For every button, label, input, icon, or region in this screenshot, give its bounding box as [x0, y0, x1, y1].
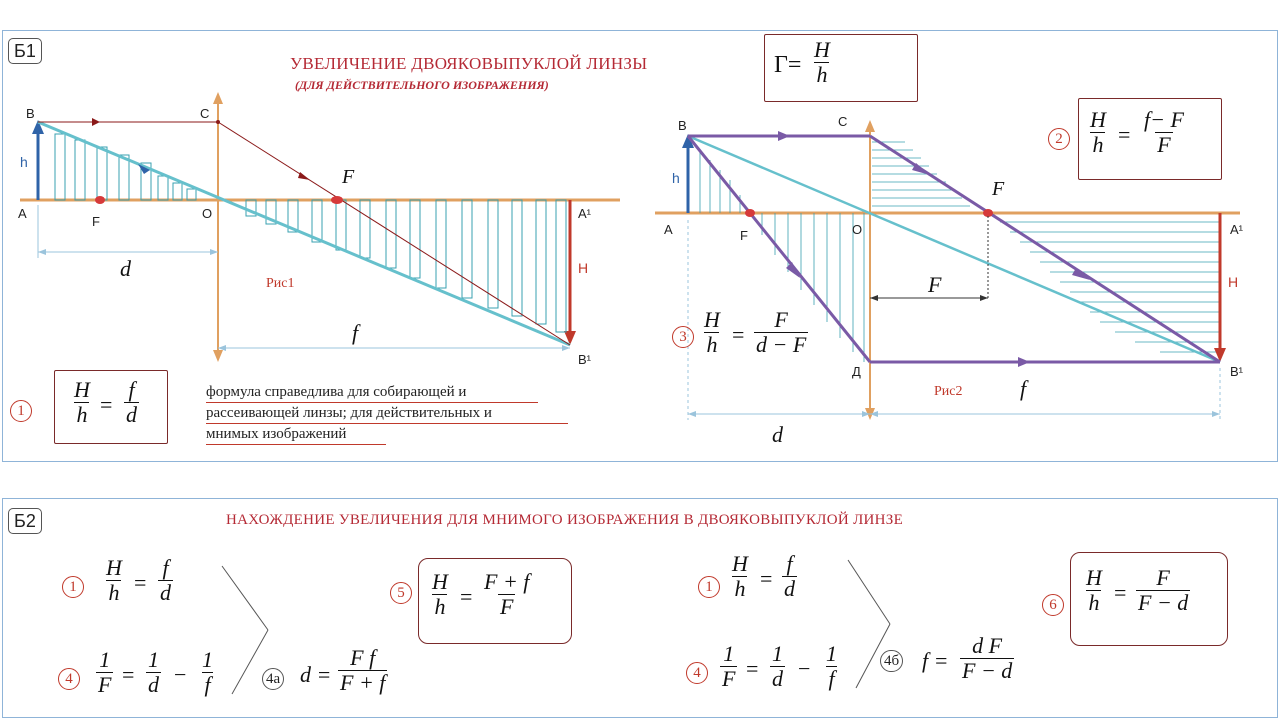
formula3-rhs: $\frac{F}{d - F}$: [756, 307, 807, 357]
p2-right-f1-eq: =: [760, 566, 773, 591]
p2-right-f4-b: $\frac{1}{d}$: [772, 641, 783, 691]
p2-left-f4a-frac: $\frac{\text{F f}}{F + f}$: [340, 645, 386, 695]
p2-left-f5-rhs: $\frac{F + f}{F}$: [484, 569, 530, 619]
fig2-label-d: Д: [852, 364, 861, 379]
formula3-number: 3: [672, 326, 694, 348]
p2-left-f4-number: 4: [58, 668, 80, 690]
formula1-number: 1: [10, 400, 32, 422]
main-formula-frac: $\frac{H}{h}$: [814, 37, 830, 87]
p2-left-f1-rhs: $\frac{f}{d}$: [160, 555, 171, 605]
p2-right-f6-number: 6: [1042, 594, 1064, 616]
formula2-rhs: $\frac{f- F}{F}$: [1144, 107, 1184, 157]
note-line-1: формула справедлива для собирающей и: [206, 382, 538, 403]
fig1-refracted-ray: [218, 122, 570, 345]
fig1-label-a1: A¹: [578, 206, 591, 221]
fig2-label-c: C: [838, 114, 848, 129]
p2-left-f4-b: $\frac{1}{d}$: [148, 647, 159, 697]
p2-right-f4-eq: =: [746, 656, 759, 681]
fig2-label-o: O: [852, 222, 863, 237]
fig1-label-d: d: [120, 256, 131, 281]
formula1-rhs: $\frac{f}{d}$: [126, 377, 137, 427]
fig2-label-h: h: [672, 170, 680, 186]
fig1-label-fsmall: f: [352, 320, 359, 345]
fig2-label-F: F: [928, 272, 942, 297]
p2-right-f4b-frac: $\frac{\text{d F}}{F - d}$: [962, 633, 1013, 683]
p2-left-f4a-lhs: d =: [300, 662, 332, 687]
fig2-label-fsmall: f: [1020, 376, 1027, 401]
p2-right-f4-a: $\frac{1}{F}$: [722, 641, 736, 691]
p2-right-f4b-number: 4б: [880, 650, 903, 672]
fig2-label-f-big: F: [992, 178, 1005, 200]
formula2-eq: =: [1118, 122, 1131, 147]
p2-left-f1-number: 1: [62, 576, 84, 598]
p2-right-f1-rhs: $\frac{f}{d}$: [784, 551, 795, 601]
formula2-number: 2: [1048, 128, 1070, 150]
formula3-eq: =: [732, 322, 745, 347]
fig1-label-a: A: [18, 206, 27, 221]
fig1-label-o: O: [202, 206, 213, 221]
p2-left-f5-lhs: $\frac{H}{h}$: [432, 569, 448, 619]
fig1-focus-right: [331, 196, 343, 204]
fig2-label-b: B: [678, 118, 687, 133]
p2-left-f1-eq: =: [134, 570, 147, 595]
panel-b2-title: НАХОЖДЕНИЕ УВЕЛИЧЕНИЯ ДЛЯ МНИМОГО ИЗОБРАЖЕНИЯ В ДВОЯКОВЫПУКЛОЙ ЛИНЗЕ: [226, 512, 904, 528]
fig1-label-f: F: [92, 214, 100, 229]
p2-left-f4-minus: −: [174, 662, 187, 687]
fig2-label-dsmall: d: [772, 422, 783, 447]
fig1-label-f-big: F: [342, 166, 355, 188]
p2-right-f6-eq: =: [1114, 580, 1127, 605]
fig2-label-a: A: [664, 222, 673, 237]
fig1-label-H: H: [578, 260, 589, 276]
fig2-hatch-top: [872, 142, 970, 206]
p2-left-f1-lhs: $\frac{H}{h}$: [106, 555, 122, 605]
p2-left-f4a-number: 4а: [262, 668, 284, 690]
fig1-object-hatch: [55, 134, 196, 200]
note-line-3: мнимых изображений: [206, 424, 386, 445]
main-formula-lhs: Г=: [774, 52, 802, 78]
p2-right-f1-number: 1: [698, 576, 720, 598]
p2-left-f4-c: $\frac{1}{f}$: [202, 647, 213, 697]
fig1-caption: Рис1: [266, 276, 295, 291]
note-line-2: рассеивающей линзы; для действительных и: [206, 403, 568, 424]
fig2-caption: Рис2: [934, 384, 963, 399]
fig2-label-b1: B¹: [1230, 364, 1243, 379]
formula3-lhs: $\frac{H}{h}$: [704, 307, 720, 357]
fig1-label-b: B: [26, 106, 35, 121]
p2-left-f4-a: $\frac{1}{F}$: [98, 647, 112, 697]
panel-b1-tag: Б1: [8, 38, 42, 64]
p2-left-f5-number: 5: [390, 582, 412, 604]
fig1-label-b1: B¹: [578, 352, 591, 367]
formula1-eq: =: [100, 392, 113, 417]
p2-right-f4b-lhs: f =: [922, 648, 949, 673]
fig1-central-ray: [38, 122, 570, 345]
fig2-label-H: H: [1228, 274, 1239, 290]
p2-right-f6-rhs: $\frac{F}{F - d}$: [1138, 565, 1189, 615]
p2-right-f4-c: $\frac{1}{f}$: [826, 641, 837, 691]
fig1-label-h: h: [20, 154, 28, 170]
panel-b1-subtitle: (ДЛЯ ДЕЙСТВИТЕЛЬНОГО ИЗОБРАЖЕНИЯ): [295, 78, 549, 92]
p2-right-f4-number: 4: [686, 662, 708, 684]
p2-right-f1-lhs: $\frac{H}{h}$: [732, 551, 748, 601]
fig1-focus-left: [95, 196, 105, 204]
panel-b2-tag: Б2: [8, 508, 42, 534]
panel-b1-title: УВЕЛИЧЕНИЕ ДВОЯКОВЫПУКЛОЙ ЛИНЗЫ: [290, 54, 648, 73]
p2-left-f5-eq: =: [460, 584, 473, 609]
p2-right-f4-minus: −: [798, 656, 811, 681]
fig2-label-a1: A¹: [1230, 222, 1243, 237]
p2-left-f4-eq: =: [122, 662, 135, 687]
formula-note: [206, 382, 568, 445]
formula1-lhs: $\frac{H}{h}$: [74, 377, 90, 427]
p2-right-f6-lhs: $\frac{H}{h}$: [1086, 565, 1102, 615]
fig1-label-c: C: [200, 106, 210, 121]
fig2-label-f: F: [740, 228, 748, 243]
fig1-drawing: [20, 92, 620, 362]
formula2-lhs: $\frac{H}{h}$: [1090, 107, 1106, 157]
